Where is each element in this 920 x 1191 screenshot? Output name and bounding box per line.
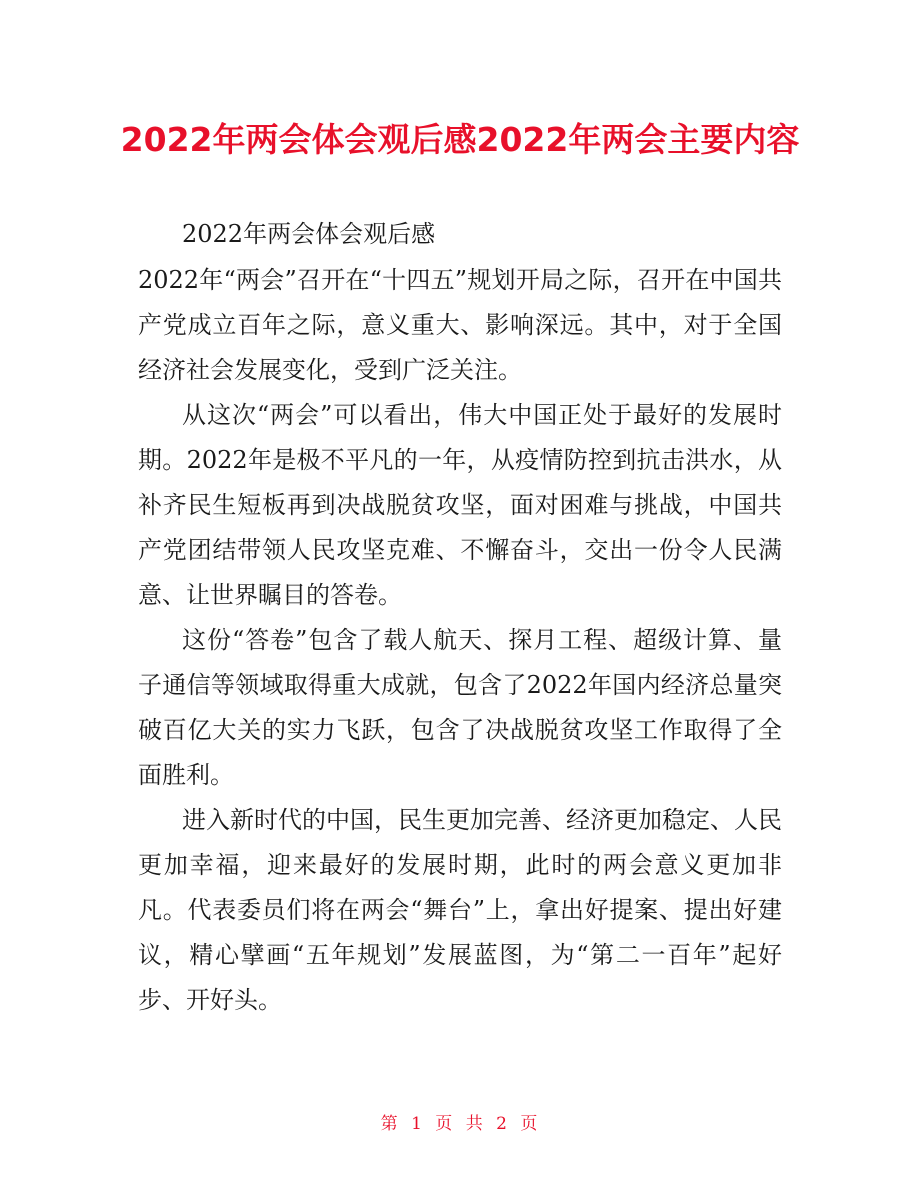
paragraph-3: 这份“答卷”包含了载人航天、探月工程、超级计算、量子通信等领域取得重大成就，包含了2022年国内经济总量突破百亿大关的实力飞跃，包含了决战脱贫攻坚工作取得了全面胜利。	[138, 626, 782, 789]
page-footer: 第 1 页 共 2 页	[380, 1114, 540, 1134]
document-title: 2022年两会体会观后感2022年两会主要内容	[120, 120, 800, 159]
paragraph-4: 进入新时代的中国，民生更加完善、经济更加稳定、人民更加幸福，迎来最好的发展时期，此时的两会意义更加非凡。代表委员们将在两会“舞台”上，拿出好提案、提出好建议，精心擘画“五年规划”发展蓝图，为“第二一百年”起好步、开好头。	[138, 806, 782, 1014]
paragraph-1: 2022年“两会”召开在“十四五”规划开局之际，召开在中国共产党成立百年之际，意义重大、影响深远。其中，对于全国经济社会发展变化，受到广泛关注。	[138, 266, 782, 384]
section-heading: 2022年两会体会观后感	[182, 220, 436, 248]
paragraph-2: 从这次“两会”可以看出，伟大中国正处于最好的发展时期。2022年是极不平凡的一年，从疫情防控到抗击洪水，从补齐民生短板再到决战脱贫攻坚，面对困难与挑战，中国共产党团结带领人民攻坚克难、不懈奋斗，交出一份令人民满意、让世界瞩目的答卷。	[138, 401, 782, 609]
document-body	[138, 212, 782, 1023]
